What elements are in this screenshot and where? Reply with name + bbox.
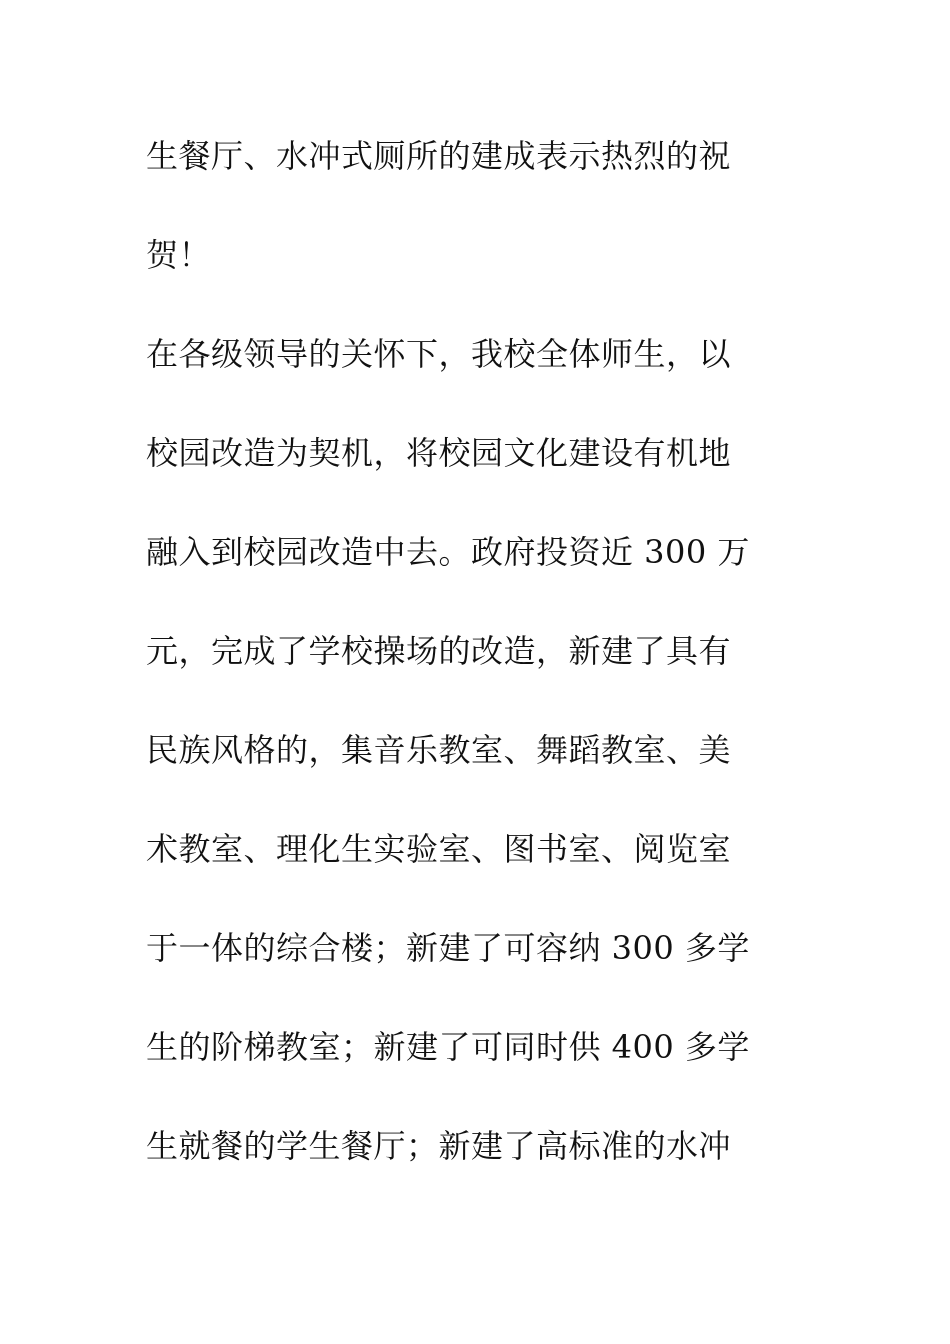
text-line: 融入到校园改造中去。政府投资近 300 万: [146, 533, 750, 571]
text-line: 生的阶梯教室；新建了可同时供 400 多学: [146, 1028, 750, 1066]
text-line: 在各级领导的关怀下，我校全体师生，以: [146, 335, 732, 373]
text-line: 术教室、理化生实验室、图书室、阅览室: [146, 830, 732, 868]
text-line: 民族风格的，集音乐教室、舞蹈教室、美: [146, 731, 732, 769]
text-line: 生就餐的学生餐厅；新建了高标准的水冲: [146, 1127, 732, 1165]
text-line: 于一体的综合楼；新建了可容纳 300 多学: [146, 929, 750, 967]
text-line: 生餐厅、水冲式厕所的建成表示热烈的祝: [146, 137, 732, 175]
text-line: 贺！: [146, 236, 212, 274]
body-text: [146, 124, 806, 1213]
text-line: 元，完成了学校操场的改造，新建了具有: [146, 632, 732, 670]
text-line: 校园改造为契机，将校园文化建设有机地: [146, 434, 732, 472]
